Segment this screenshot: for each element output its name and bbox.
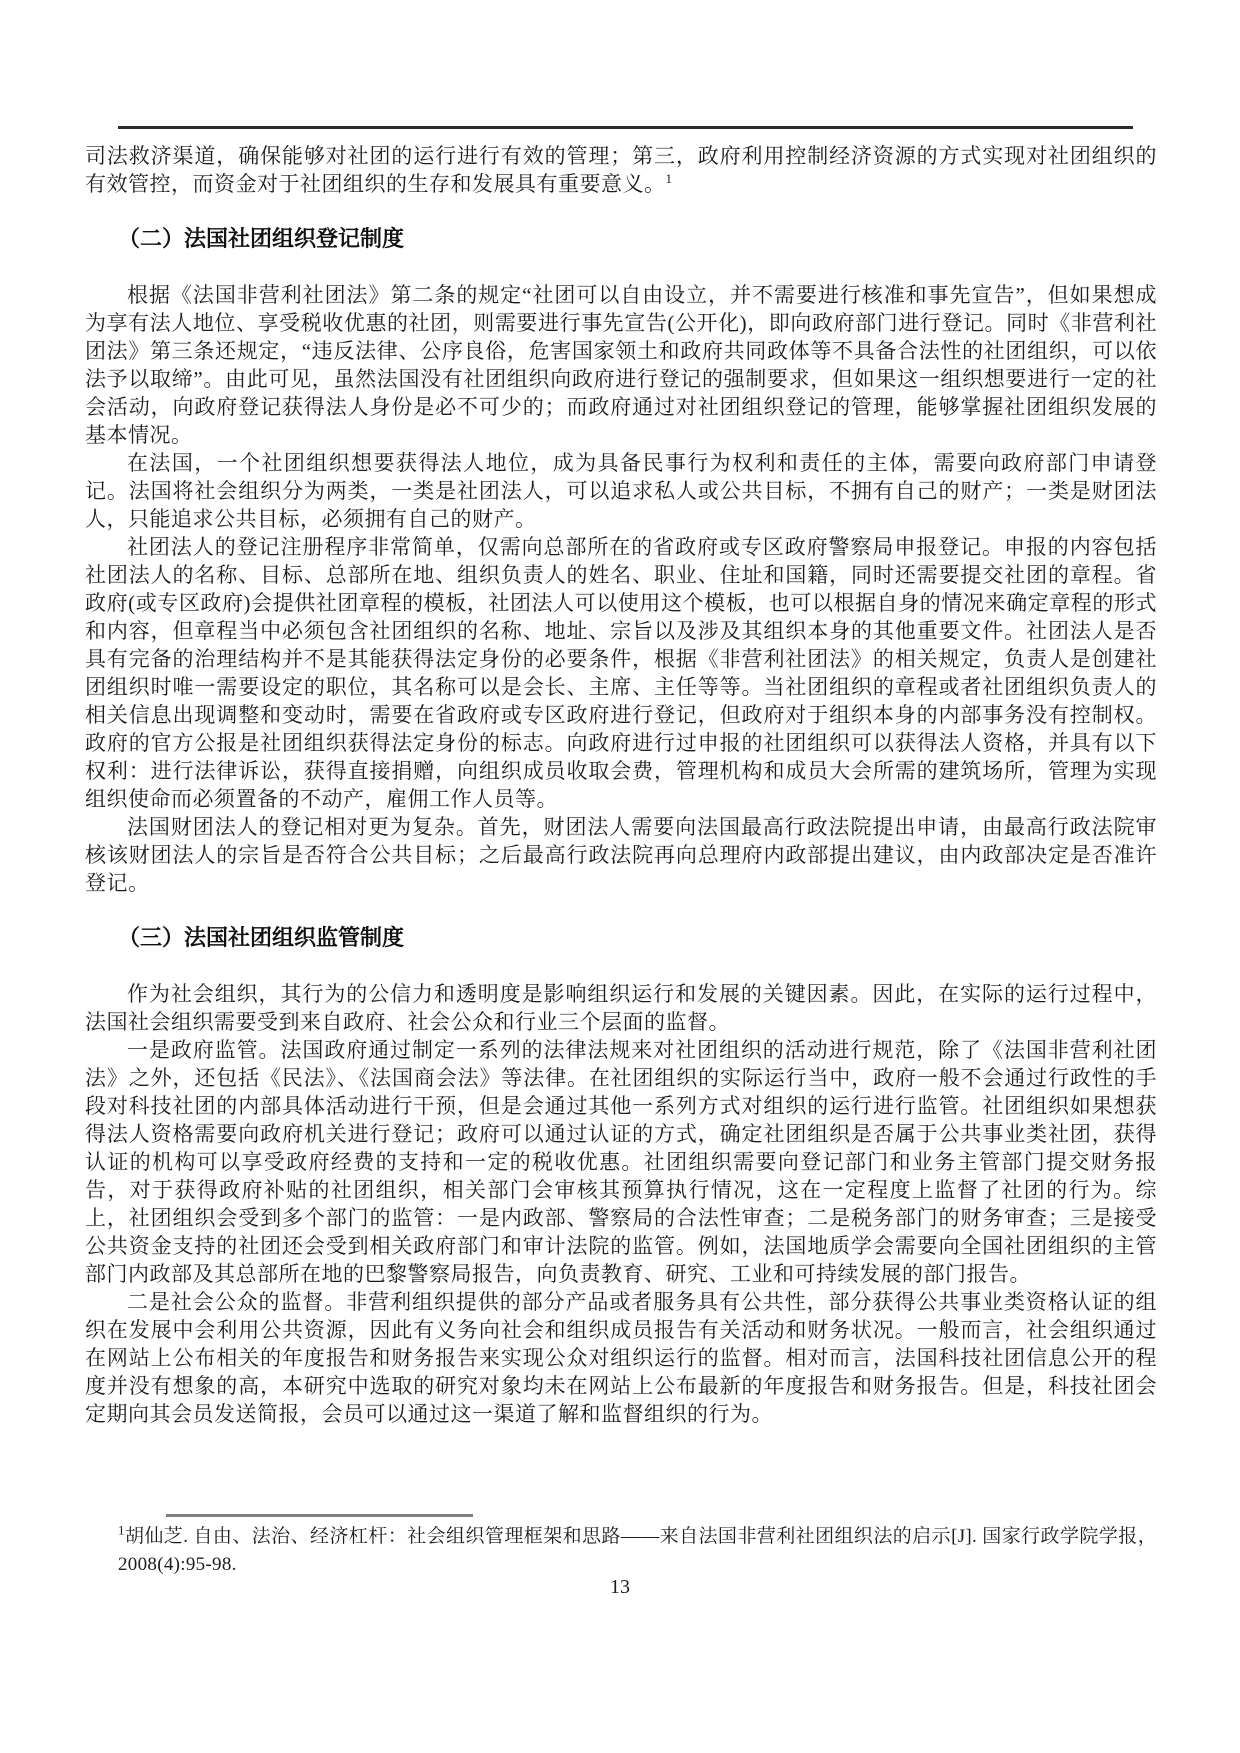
section-heading-registration: （二）法国社团组织登记制度 (118, 226, 405, 251)
footnote-area (85, 1514, 1157, 1579)
footnote-text: 胡仙芝. 自由、法治、经济杠杆：社会组织管理框架和思路——来自法国非营利社团组织法的启示[J]. 国家行政学院学报，2008(4):95-98. (118, 1526, 1157, 1575)
footnote-number: 1 (118, 1522, 125, 1538)
document-content (85, 142, 1157, 1428)
footnote (118, 1523, 1157, 1579)
paragraph: 根据《法国非营利社团法》第二条的规定“社团可以自由设立，并不需要进行核准和事先宣告”，但如果想成为享有法人地位、享受税收优惠的社团，则需要进行事先宣告(公开化)，即向政府部门进行登记。同时《非营利社团法》第三条还规定，“违反法律、公序良俗，危害国家领土和政府共同政体等不具备合法性的社团组织，可以依法予以取缔”。由此可见，虽然法国没有社团组织向政府进行登记的强制要求，但如果这一组织想要进行一定的社会活动，向政府登记获得法人身份是必不可少的；而政府通过对社团组织登记的管理，能够掌握社团组织发展的基本情况。 (85, 283, 1157, 447)
footnote-reference-mark: 1 (665, 171, 673, 186)
paragraph-continuation (85, 142, 1157, 198)
paragraph: 二是社会公众的监督。非营利组织提供的部分产品或者服务具有公共性，部分获得公共事业类资格认证的组织在发展中会利用公共资源，因此有义务向社会和组织成员报告有关活动和财务状况。一般而言，社会组织通过在网站上公布相关的年度报告和财务报告来实现公众对组织运行的监督。相对而言，法国科技社团信息公开的程度并没有想象的高，本研究中选取的研究对象均未在网站上公布最新的年度报告和财务报告。但是，科技社团会定期向其会员发送简报，会员可以通过这一渠道了解和监督组织的行为。 (85, 1290, 1157, 1426)
paragraph-text: 司法救济渠道，确保能够对社团的运行进行有效的管理；第三，政府利用控制经济资源的方式实现对社团组织的有效管控，而资金对于社团组织的生存和发展具有重要意义。 (85, 144, 1157, 196)
paragraph: 法国财团法人的登记相对更为复杂。首先，财团法人需要向法国最高行政法院提出申请，由最高行政法院审核该财团法人的宗旨是否符合公共目标；之后最高行政法院再向总理府内政部提出建议，由内政部决定是否准许登记。 (85, 815, 1157, 895)
paragraph: 作为社会组织，其行为的公信力和透明度是影响组织运行和发展的关键因素。因此，在实际的运行过程中，法国社会组织需要受到来自政府、社会公众和行业三个层面的监督。 (85, 982, 1157, 1034)
footnote-separator-rule (166, 1514, 473, 1517)
paragraph: 社团法人的登记注册程序非常简单，仅需向总部所在的省政府或专区政府警察局申报登记。申报的内容包括社团法人的名称、目标、总部所在地、组织负责人的姓名、职业、住址和国籍，同时还需要提交社团的章程。省政府(或专区政府)会提供社团章程的模板，社团法人可以使用这个模板，也可以根据自身的情况来确定章程的形式和内容，但章程当中必须包含社团组织的名称、地址、宗旨以及涉及其组织本身的其他重要文件。社团法人是否具有完备的治理结构并不是其能获得法定身份的必要条件，根据《非营利社团法》的相关规定，负责人是创建社团组织时唯一需要设定的职位，其名称可以是会长、主席、主任等等。当社团组织的章程或者社团组织负责人的相关信息出现调整和变动时，需要在省政府或专区政府进行登记，但政府对于组织本身的内部事务没有控制权。政府的官方公报是社团组织获得法定身份的标志。向政府进行过申报的社团组织可以获得法人资格，并具有以下权利：进行法律诉讼，获得直接捐赠，向组织成员收取会费，管理机构和成员大会所需的建筑场所，管理为实现组织使命而必须置备的不动产，雇佣工作人员等。 (85, 535, 1157, 811)
paragraph: 一是政府监管。法国政府通过制定一系列的法律法规来对社团组织的活动进行规范，除了《法国非营利社团法》之外，还包括《民法》、《法国商会法》等法律。在社团组织的实际运行当中，政府一般不会通过行政性的手段对科技社团的内部具体活动进行干预，但是会通过其他一系列方式对组织的运行进行监管。社团组织如果想获得法人资格需要向政府机关进行登记；政府可以通过认证的方式，确定社团组织是否属于公共事业类社团，获得认证的机构可以享受政府经费的支持和一定的税收优惠。社团组织需要向登记部门和业务主管部门提交财务报告，对于获得政府补贴的社团组织，相关部门会审核其预算执行情况，这在一定程度上监督了社团的行为。综上，社团组织会受到多个部门的监管：一是内政部、警察局的合法性审查；二是税务部门的财务审查；三是接受公共资金支持的社团还会受到相关政府部门和审计法院的监管。例如，法国地质学会需要向全国社团组织的主管部门内政部及其总部所在地的巴黎警察局报告，向负责教育、研究、工业和可持续发展的部门报告。 (85, 1038, 1157, 1286)
page-header-rule (118, 126, 1133, 129)
paragraph: 在法国，一个社团组织想要获得法人地位，成为具备民事行为权利和责任的主体，需要向政府部门申请登记。法国将社会组织分为两类，一类是社团法人，可以追求私人或公共目标，不拥有自己的财产；一类是财团法人，只能追求公共目标，必须拥有自己的财产。 (85, 451, 1157, 531)
page-number: 13 (610, 1576, 630, 1598)
section-heading-supervision: （三）法国社团组织监管制度 (118, 925, 405, 950)
